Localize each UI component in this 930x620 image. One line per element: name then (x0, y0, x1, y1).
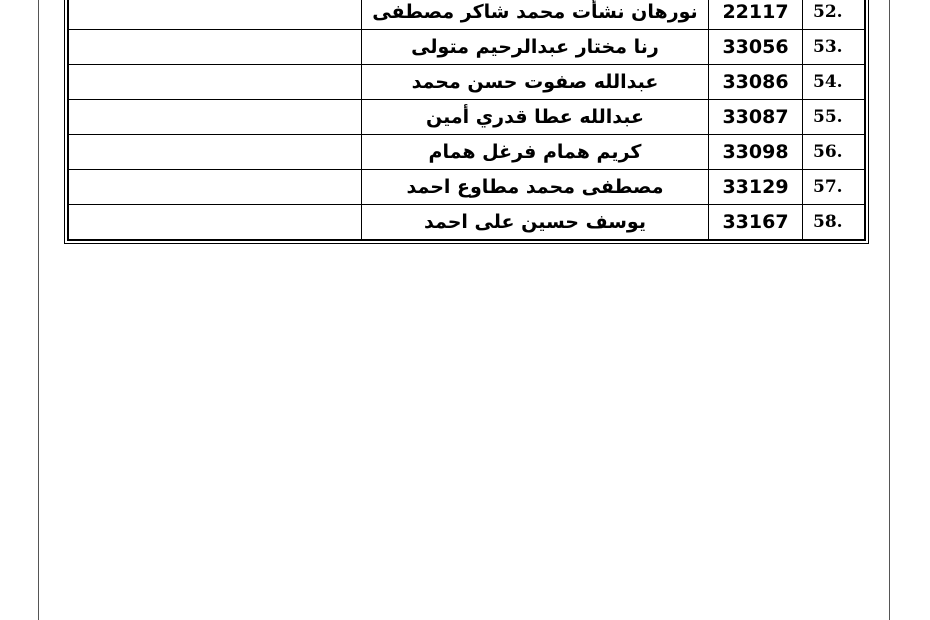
blank-cell (69, 170, 362, 205)
student-code: 33098 (709, 135, 803, 170)
student-name: يوسف حسين على احمد (362, 205, 709, 240)
student-name: مصطفى محمد مطاوع احمد (362, 170, 709, 205)
student-table-container (64, 0, 869, 244)
row-number: .54 (803, 65, 865, 100)
student-name: نورهان نشأت محمد شاكر مصطفى (362, 0, 709, 30)
blank-cell (69, 65, 362, 100)
student-code: 33086 (709, 65, 803, 100)
student-name: رنا مختار عبدالرحيم متولى (362, 30, 709, 65)
row-number: .58 (803, 205, 865, 240)
row-number: .53 (803, 30, 865, 65)
table-row (69, 100, 865, 135)
blank-cell (69, 30, 362, 65)
row-number: .55 (803, 100, 865, 135)
row-number: .57 (803, 170, 865, 205)
student-name: كريم همام فرغل همام (362, 135, 709, 170)
table-row (69, 30, 865, 65)
blank-cell (69, 205, 362, 240)
table-row (69, 65, 865, 100)
blank-cell (69, 0, 362, 30)
table-row (69, 0, 865, 30)
row-number: .52 (803, 0, 865, 30)
student-code: 33129 (709, 170, 803, 205)
page-border-right (889, 0, 890, 620)
page-border-left (38, 0, 39, 620)
student-table (68, 0, 865, 240)
student-name: عبدالله عطا قدري أمين (362, 100, 709, 135)
table-row (69, 205, 865, 240)
row-number: .56 (803, 135, 865, 170)
table-row (69, 135, 865, 170)
student-code: 33167 (709, 205, 803, 240)
student-code: 33087 (709, 100, 803, 135)
student-name: عبدالله صفوت حسن محمد (362, 65, 709, 100)
student-code: 22117 (709, 0, 803, 30)
student-code: 33056 (709, 30, 803, 65)
blank-cell (69, 100, 362, 135)
table-row (69, 170, 865, 205)
blank-cell (69, 135, 362, 170)
